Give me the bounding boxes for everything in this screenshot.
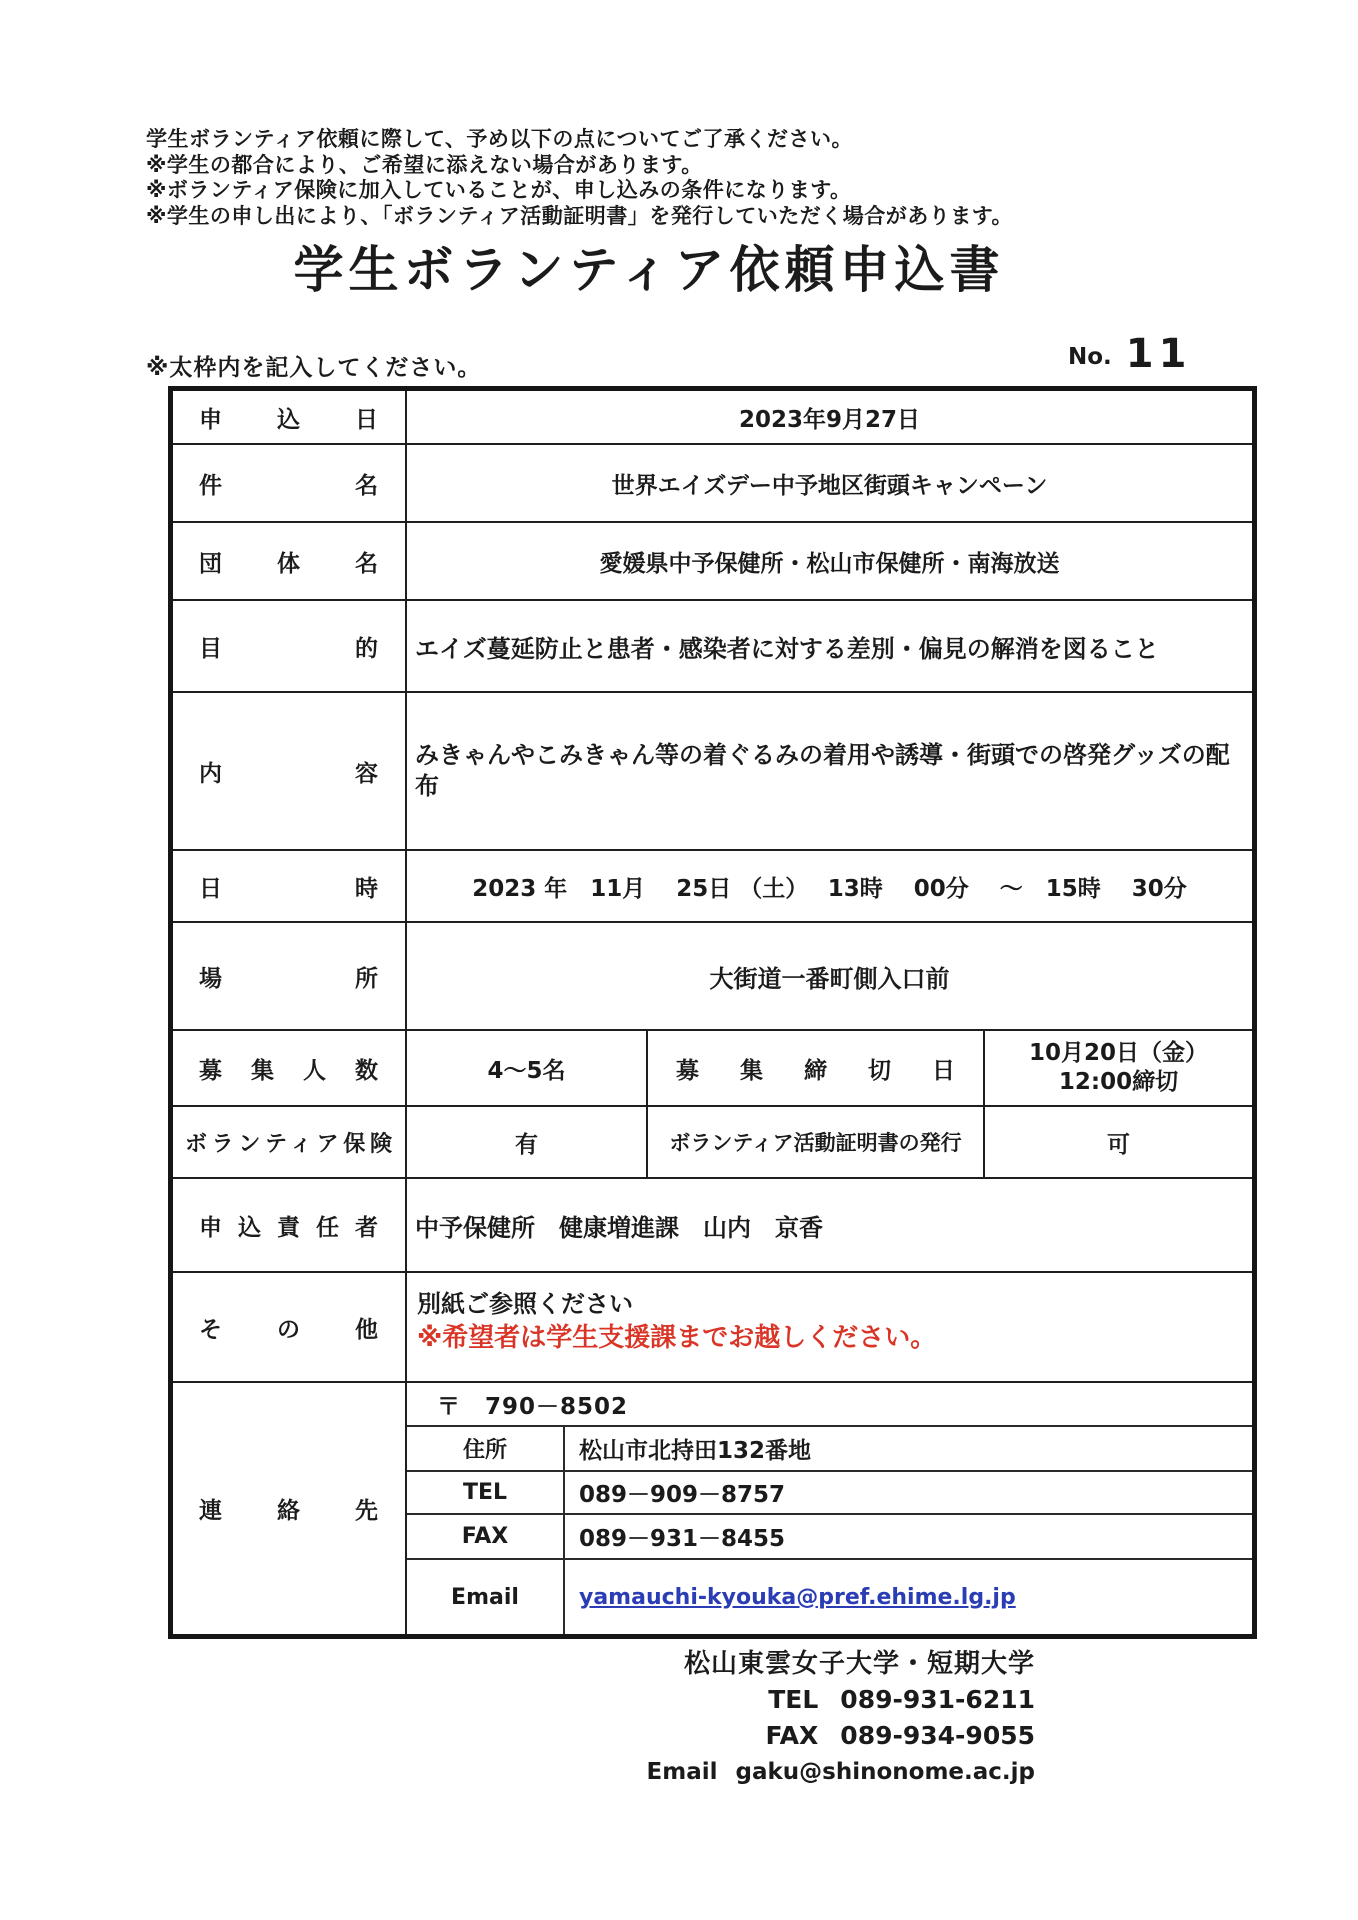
contact-email-link[interactable]: yamauchi-kyouka@pref.ehime.lg.jp — [579, 1584, 1016, 1610]
description-value: みきゃんやこみきゃん等の着ぐるみの着用や誘導・街頭での啓発グッズの配布 — [415, 741, 1230, 800]
contact-fax-label: FAX — [407, 1515, 565, 1558]
organization-value: 愛媛県中予保健所・松山市保健所・南海放送 — [599, 550, 1060, 577]
document-number-label: No. — [1068, 344, 1112, 370]
row-datetime — [173, 851, 1252, 923]
contact-email-row — [407, 1560, 1252, 1634]
fill-note: ※太枠内を記入してください。 — [146, 355, 482, 381]
contact-address-value: 松山市北持田132番地 — [579, 1438, 812, 1464]
intro-line-4: ※学生の申し出により、「ボランティア活動証明書」を発行していただく場合があります。 — [146, 203, 1014, 228]
application-date-label: 申込日 — [173, 391, 407, 443]
application-date-value: 2023年9月27日 — [738, 406, 921, 433]
manager-value: 中予保健所 健康増進課 山内 京香 — [415, 1213, 823, 1242]
recruit-count-label: 募集人数 — [173, 1031, 407, 1105]
contact-fax-value: 089－931－8455 — [579, 1526, 786, 1552]
certificate-value: 可 — [1107, 1131, 1130, 1158]
recruit-deadline-value — [985, 1031, 1252, 1105]
contact-tel-value: 089－909－8757 — [579, 1482, 786, 1508]
contact-email-label: Email — [407, 1560, 565, 1634]
datetime-value: 2023 年 11月 25日 （土） 13時 00分 ～ 15時 30分 — [472, 875, 1187, 902]
insurance-label: ボランティア保険 — [173, 1107, 407, 1177]
contact-fax-row — [407, 1515, 1252, 1560]
event-name-value: 世界エイズデー中予地区街頭キャンペーン — [611, 472, 1048, 499]
contact-email-cell — [565, 1560, 1252, 1634]
intro-notes — [146, 127, 1013, 229]
footer-tel-label: TEL — [768, 1685, 819, 1714]
row-other — [173, 1273, 1252, 1383]
footer-email-label: Email — [646, 1759, 718, 1785]
contact-address-label: 住所 — [407, 1427, 565, 1470]
deadline-time: 12:00締切 — [1058, 1069, 1179, 1095]
datetime-label: 日時 — [173, 851, 407, 921]
footer-tel-value: 089-931-6211 — [840, 1685, 1035, 1714]
event-name-label: 件名 — [173, 445, 407, 521]
contact-grid — [407, 1383, 1252, 1634]
place-label: 場所 — [173, 923, 407, 1029]
footer-fax — [647, 1718, 1035, 1754]
page-title: 学生ボランティア依頼申込書 — [293, 241, 1005, 299]
description-label: 内容 — [173, 693, 407, 849]
footer-fax-value: 089-934-9055 — [840, 1721, 1035, 1750]
intro-line-3: ※ボランティア保険に加入していることが、申し込みの条件になります。 — [146, 178, 852, 202]
footer-fax-label: FAX — [765, 1721, 819, 1750]
place-value: 大街道一番町側入口前 — [709, 964, 950, 993]
recruit-count-value: 4～5名 — [407, 1031, 648, 1105]
organization-label: 団体名 — [173, 523, 407, 599]
other-label: その他 — [173, 1273, 407, 1381]
contact-postal: 〒 790－8502 — [407, 1383, 1252, 1427]
row-place — [173, 923, 1252, 1031]
contact-address-row — [407, 1427, 1252, 1472]
document-number — [1068, 331, 1192, 377]
footer-university: 松山東雲女子大学・短期大学 — [683, 1649, 1035, 1679]
row-application-date — [173, 391, 1252, 445]
intro-line-2: ※学生の都合により、ご希望に添えない場合があります。 — [146, 152, 703, 177]
document-number-value: 11 — [1125, 331, 1192, 377]
contact-tel-label: TEL — [407, 1472, 565, 1513]
footer-contact — [647, 1646, 1035, 1790]
manager-label: 申込責任者 — [173, 1179, 407, 1271]
row-recruit — [173, 1031, 1252, 1107]
insurance-value: 有 — [407, 1107, 648, 1177]
row-purpose — [173, 601, 1252, 693]
purpose-value: エイズ蔓延防止と患者・感染者に対する差別・偏見の解消を図ること — [415, 634, 1159, 663]
other-value — [407, 1273, 1252, 1381]
row-contact — [173, 1383, 1252, 1634]
purpose-label: 目的 — [173, 601, 407, 691]
other-warning-red: ※希望者は学生支援課までお越しください。 — [417, 1323, 937, 1353]
deadline-date: 10月20日（金） — [1028, 1040, 1208, 1066]
other-note: 別紙ご参照ください — [417, 1290, 633, 1318]
footer-email-value: gaku@shinonome.ac.jp — [735, 1759, 1035, 1785]
contact-label: 連絡先 — [173, 1383, 407, 1634]
contact-tel-row — [407, 1472, 1252, 1515]
row-manager — [173, 1179, 1252, 1273]
application-form-table — [168, 386, 1257, 1639]
row-insurance — [173, 1107, 1252, 1179]
row-organization — [173, 523, 1252, 601]
recruit-deadline-label: 募集締切日 — [648, 1031, 985, 1105]
intro-line-1: 学生ボランティア依頼に際して、予め以下の点についてご了承ください。 — [146, 127, 853, 151]
footer-email — [647, 1754, 1035, 1790]
certificate-label: ボランティア活動証明書の発行 — [648, 1107, 985, 1177]
footer-tel — [647, 1682, 1035, 1718]
row-event-name — [173, 445, 1252, 523]
row-description — [173, 693, 1252, 851]
